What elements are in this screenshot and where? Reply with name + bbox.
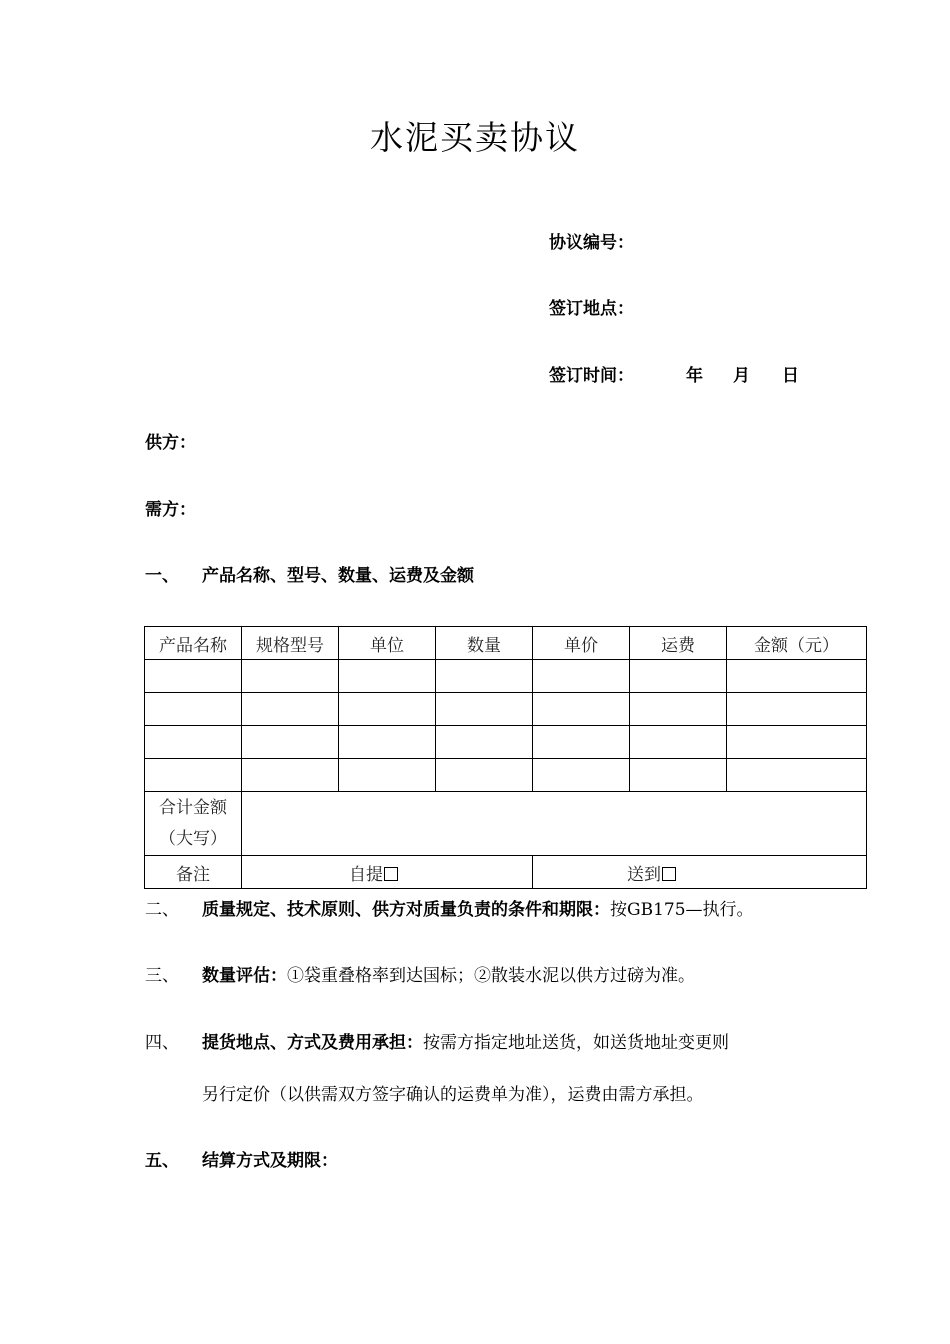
section-5 [145,1146,338,1171]
table-cell[interactable] [339,759,436,792]
table-row [145,693,867,726]
table-cell[interactable] [533,693,630,726]
table-cell[interactable] [630,693,727,726]
total-amount-label-line1: 合计金额 [159,797,227,818]
section-4-heading: 提货地点、方式及费用承担： [202,1033,423,1053]
table-cell[interactable] [145,693,242,726]
section-2-body: 按GB175—执行。 [610,900,754,920]
section-1 [145,561,474,586]
delivery-option [533,856,867,889]
section-4-body-line1: 按需方指定地址送货，如送货地址变更则 [423,1033,729,1053]
section-2-heading: 质量规定、技术原则、供方对质量负责的条件和期限： [202,900,610,920]
contract-number-label: 协议编号： [549,233,634,253]
header-unit: 单位 [339,627,436,660]
sign-time-label: 签订时间： [549,366,634,386]
header-spec-model: 规格型号 [242,627,339,660]
section-4-body-line2: 另行定价（以供需双方签字确认的运费单为准），运费由需方承担。 [202,1085,704,1105]
header-quantity: 数量 [436,627,533,660]
section-4-continuation [202,1080,704,1105]
buyer-label: 需方： [145,500,196,520]
table-row [145,759,867,792]
table-cell[interactable] [727,759,867,792]
self-pickup-option [242,856,533,889]
section-1-heading: 产品名称、型号、数量、运费及金额 [202,566,474,586]
table-cell[interactable] [339,693,436,726]
delivery-checkbox[interactable] [662,867,676,881]
table-cell[interactable] [145,759,242,792]
section-5-heading: 结算方式及期限： [202,1151,338,1171]
section-3-heading: 数量评估： [202,966,287,986]
table-row [145,726,867,759]
month-label: 月 [733,366,750,386]
table-cell[interactable] [145,660,242,693]
header-freight: 运费 [630,627,727,660]
table-cell[interactable] [533,726,630,759]
section-3-number: 三、 [145,966,179,986]
table-cell[interactable] [436,693,533,726]
table-cell[interactable] [242,660,339,693]
table-row [145,660,867,693]
table-cell[interactable] [436,726,533,759]
section-5-number: 五、 [145,1151,179,1171]
table-cell[interactable] [533,759,630,792]
table-cell[interactable] [630,726,727,759]
section-2-number: 二、 [145,900,179,920]
total-amount-label-line2: （大写） [159,828,227,849]
delivery-label: 送到 [627,864,661,885]
self-pickup-checkbox[interactable] [384,867,398,881]
table-cell[interactable] [339,726,436,759]
section-1-number: 一、 [145,566,179,586]
table-header-row [145,627,867,660]
header-unit-price: 单价 [533,627,630,660]
section-2 [145,895,754,920]
section-4-number: 四、 [145,1033,179,1053]
table-cell[interactable] [533,660,630,693]
table-cell[interactable] [242,726,339,759]
year-label: 年 [686,366,703,386]
total-amount-row [145,792,867,856]
section-3-body: ①袋重叠格率到达国标；②散装水泥以供方过磅为准。 [287,966,695,986]
table-cell[interactable] [436,759,533,792]
table-cell[interactable] [630,660,727,693]
table-cell[interactable] [242,693,339,726]
table-cell[interactable] [339,660,436,693]
table-cell[interactable] [727,660,867,693]
table-cell[interactable] [727,726,867,759]
self-pickup-label: 自提 [349,864,383,885]
table-cell[interactable] [242,759,339,792]
day-label: 日 [782,366,799,386]
section-3 [145,961,695,986]
table-cell[interactable] [436,660,533,693]
table-cell[interactable] [145,726,242,759]
total-amount-value[interactable] [242,792,867,856]
table-cell[interactable] [727,693,867,726]
supplier-label: 供方： [145,433,196,453]
total-amount-label [145,792,242,856]
section-4 [145,1028,729,1053]
document-title: 水泥买卖协议 [370,118,580,157]
remark-row [145,856,867,889]
sign-place-label: 签订地点： [549,299,634,319]
product-table [144,626,867,889]
remark-label: 备注 [145,856,242,889]
header-amount: 金额（元） [727,627,867,660]
table-cell[interactable] [630,759,727,792]
header-product-name: 产品名称 [145,627,242,660]
